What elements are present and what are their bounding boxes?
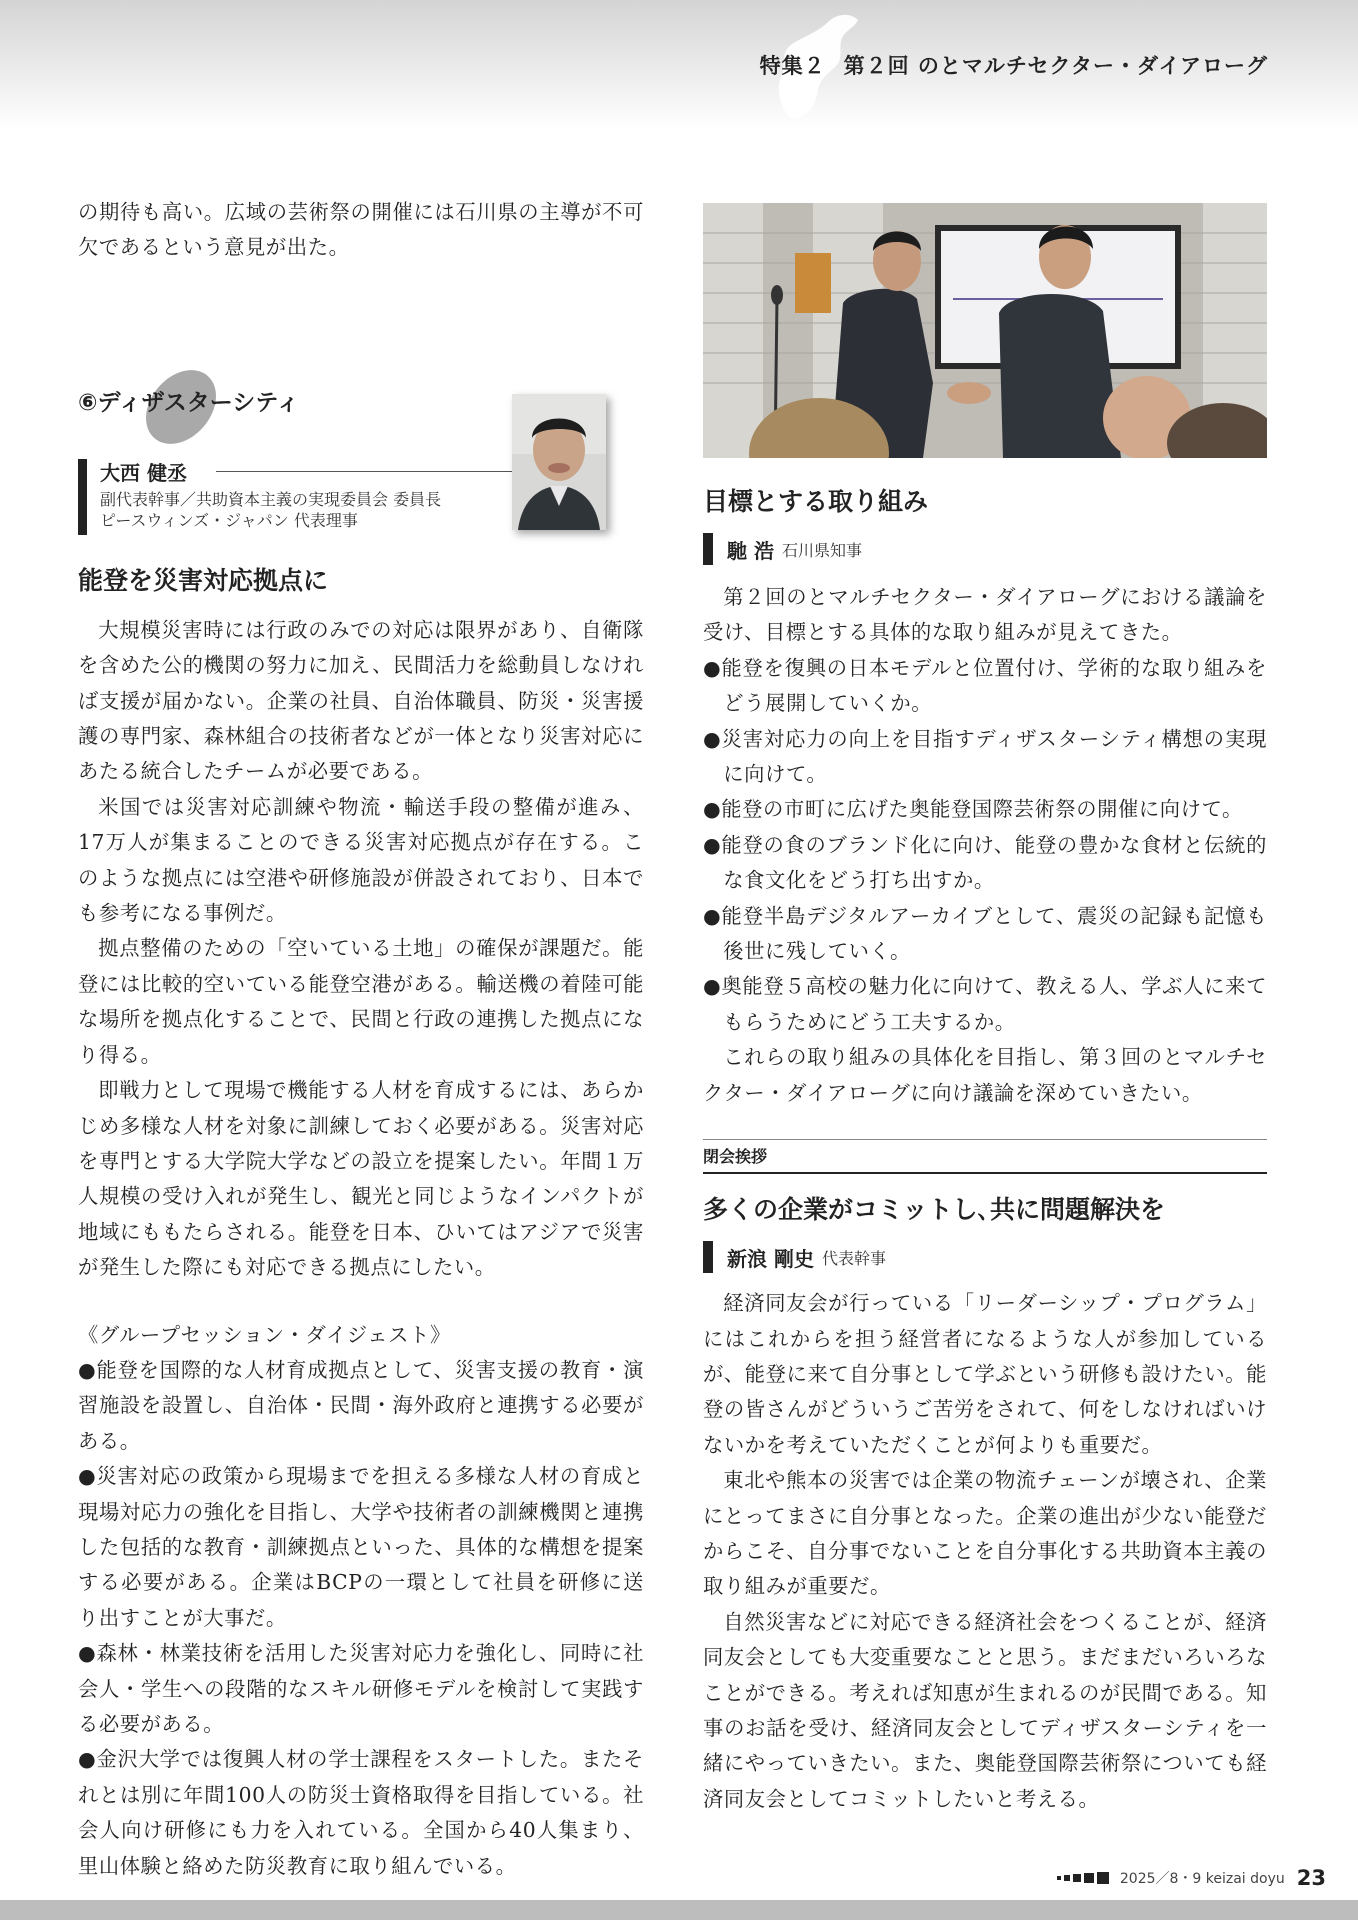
goals-intro: 第２回のとマルチセクター・ダイアローグにおける議論を受け、目標とする具体的な取り組みが見えてきた。 — [703, 585, 1267, 645]
page-number: 23 — [1296, 1866, 1326, 1890]
digest-item: ●金沢大学では復興人材の学士課程をスタートした。またそれとは別に年間100人の防災士資格取得を目指している。社会人向け研修にも力を入れている。全国から40人集まり、里山体験と絡めた防災教育に取り組んでいる。 — [78, 1747, 644, 1878]
portrait-photo — [512, 394, 606, 530]
closing-paragraph: 東北や熊本の災害では企業の物流チェーンが壊され、企業にとってまさに自分事となった。企業の進出が少ない能登だからこそ、自分事でないことを自分事化する共助資本主義の取り組みが重要だ。 — [703, 1468, 1267, 1599]
left-column — [78, 195, 644, 1884]
speaker-name: 新浪 剛史 — [727, 1246, 814, 1271]
issue-label: 2025／8・9 keizai doyu — [1119, 1871, 1285, 1887]
goals-outro: これらの取り組みの具体化を目指し、第３回のとマルチセクター・ダイアローグに向け議論を深めていきたい。 — [703, 1045, 1267, 1105]
goals-speaker — [703, 532, 1267, 566]
paragraph: 拠点整備のための「空いている土地」の確保が課題だ。能登には比較的空いている能登空港がある。輸送機の着陸可能な場所を拠点化することで、民間と行政の連携した拠点になり得る。 — [78, 936, 644, 1067]
section-title: ⑥ディザスターシティ — [78, 389, 300, 416]
intro-text: の期待も高い。広域の芸術祭の開催には石川県の主導が不可欠であるという意見が出た。 — [78, 200, 644, 260]
name-rule — [216, 471, 514, 472]
goals-title: 目標とする取り組み — [703, 487, 929, 516]
paragraph: 大規模災害時には行政のみでの対応は限界があり、自衛隊を含めた公的機関の努力に加え、民間活力を総動員しなければ支援が届かない。企業の社員、自治体職員、防災・災害援護の専門家、森林組合の技術者などが一体となり災害対応にあたる統合したチームが必要である。 — [78, 617, 644, 784]
right-column — [703, 203, 1267, 1817]
digest-item: ●能登を国際的な人材育成拠点として、災害支援の教育・演習施設を設置し、自治体・民間・海外政府と連携する必要がある。 — [78, 1357, 644, 1453]
person-role-line2: ピースウィンズ・ジャパン 代表理事 — [100, 510, 358, 530]
person-name: 大西 健丞 — [100, 460, 187, 485]
footer-squares-icon — [1057, 1872, 1112, 1884]
speaker-role: 石川県知事 — [781, 540, 862, 560]
feature-title: 第２回 のとマルチセクター・ダイアローグ — [843, 54, 1268, 78]
person-block — [78, 459, 498, 535]
closing-speaker — [703, 1240, 1267, 1274]
closing-title: 多くの企業がコミットし､共に問題解決を — [703, 1195, 1166, 1225]
goals-item: ●能登の市町に広げた奥能登国際芸術祭の開催に向けて。 — [703, 797, 1243, 822]
page-footer — [1057, 1866, 1326, 1890]
speaker-bar — [703, 1241, 713, 1273]
feature-label: 特集２ — [759, 54, 826, 78]
person-role — [100, 489, 520, 531]
person-role-line1: 副代表幹事／共助資本主義の実現委員会 委員長 — [100, 489, 442, 509]
digest-item: ●災害対応の政策から現場までを担える多様な人材の育成と現場対応力の強化を目指し、大学や技術者の訓練機関と連携した包括的な教育・訓練拠点といった、具体的な構想を提案する必要がある。企業はBCPの一環として社員を研修に送り出すことが大事だ。 — [78, 1464, 644, 1630]
digest-item: ●森林・林業技術を活用した災害対応力を強化し、同時に社会人・学生への段階的なスキル研修モデルを検討して実践する必要がある。 — [78, 1641, 644, 1736]
closing-label: 閉会挨拶 — [703, 1147, 768, 1167]
paragraph: 米国では災害対応訓練や物流・輸送手段の整備が進み、17万人が集まることのできる災害対応拠点が存在する。このような拠点には空港や研修施設が併設されており、日本でも参考になる事例だ。 — [78, 794, 644, 926]
article-title: 能登を災害対応拠点に — [78, 565, 329, 595]
paragraph: 即戦力として現場で機能する人材を育成するには、あらかじめ多様な人材を対象に訓練しておく必要がある。災害対応を専門とする大学院大学などの設立を提案したい。年間１万人規模の受け入れが発生し、観光と同じようなインパクトが地域にももたらされる。能登を日本、ひいてはアジアで災害が発生した際にも対応できる拠点にしたい。 — [78, 1078, 644, 1280]
handshake-photo — [703, 203, 1267, 458]
goals-item: ●災害対応力の向上を目指すディザスターシティ構想の実現に向けて。 — [703, 726, 1267, 787]
section-header — [78, 266, 644, 566]
speaker-bar — [703, 533, 713, 565]
feature-header — [760, 50, 1268, 80]
goals-item: ●能登の食のブランド化に向け、能登の豊かな食材と伝統的な食文化をどう打ち出すか。 — [703, 832, 1267, 893]
closing-label-box — [703, 1139, 1267, 1174]
speaker-name: 馳 浩 — [727, 538, 774, 563]
goals-item: ●奥能登５高校の魅力化に向けて、教える人、学ぶ人に来てもらうためにどう工夫するか。 — [703, 974, 1267, 1034]
speaker-role: 代表幹事 — [821, 1248, 886, 1268]
bottom-bar — [0, 1900, 1358, 1920]
goals-item: ●能登半島デジタルアーカイブとして、震災の記録も記憶も後世に残していく。 — [703, 903, 1267, 964]
goals-item: ●能登を復興の日本モデルと位置付け、学術的な取り組みをどう展開していくか。 — [703, 655, 1267, 716]
page-header — [0, 0, 1358, 130]
closing-paragraph: 自然災害などに対応できる経済社会をつくることが、経済同友会としても大変重要なことと思う。まだまだいろいろなことができる。考えれば知恵が生まれるのが民間である。知事のお話を受け、経済同友会としてディザスターシティを一緒にやっていきたい。また、奥能登国際芸術祭についても経済同友会としてコミットしたいと考える。 — [703, 1609, 1267, 1811]
closing-paragraph: 経済同友会が行っている「リーダーシップ・プログラム」にはこれからを担う経営者になるような人が参加しているが、能登に来て自分事として学ぶという研修も設けたい。能登の皆さんがどういうご苦労をされて、何をしなければいけないかを考えていただくことが何よりも重要だ。 — [703, 1291, 1267, 1457]
digest-title: 《グループセッション・ダイジェスト》 — [78, 1322, 451, 1347]
name-bar — [78, 459, 87, 535]
